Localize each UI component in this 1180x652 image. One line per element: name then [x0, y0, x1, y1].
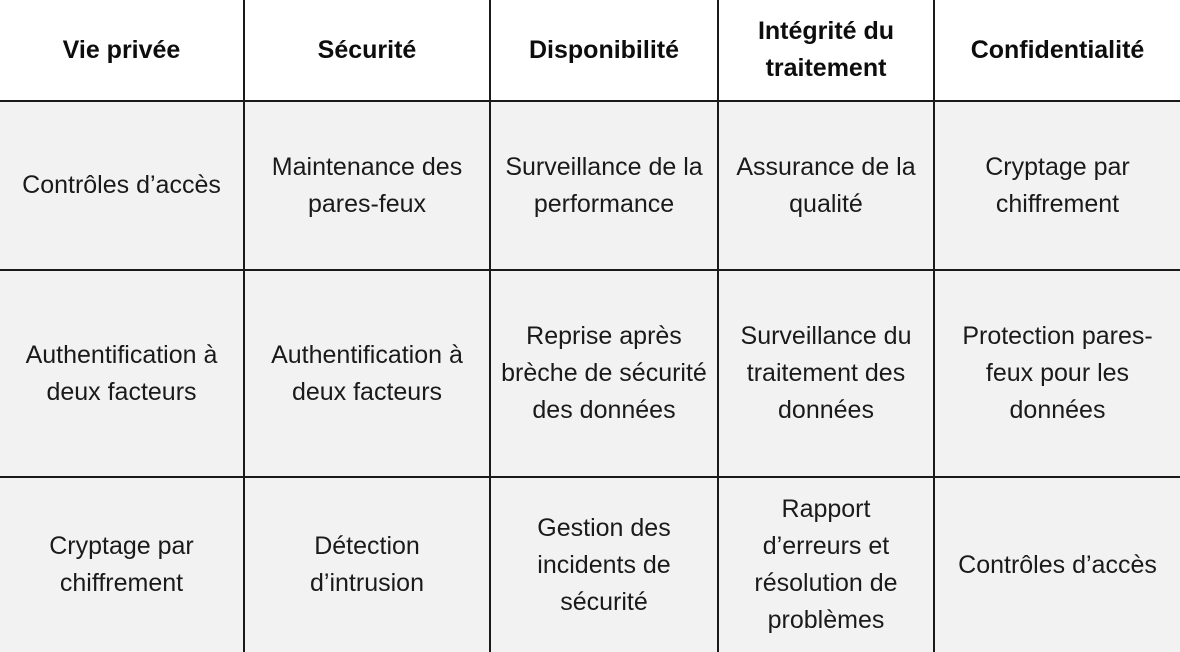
table-cell: Reprise après brèche de sécurité des données [490, 270, 718, 477]
table-cell: Assurance de la qualité [718, 101, 934, 270]
table-cell: Surveillance de la performance [490, 101, 718, 270]
table-cell: Maintenance des pares-feux [244, 101, 490, 270]
header-row [0, 0, 1180, 101]
table-cell: Gestion des incidents de sécurité [490, 477, 718, 652]
table-cell: Authentification à deux facteurs [244, 270, 490, 477]
table-cell: Contrôles d’accès [0, 101, 244, 270]
table-cell: Cryptage par chiffrement [934, 101, 1180, 270]
table-row [0, 270, 1180, 477]
header-securite: Sécurité [244, 0, 490, 101]
table-header [0, 0, 1180, 101]
header-disponibilite: Disponibilité [490, 0, 718, 101]
table-cell: Authentification à deux facteurs [0, 270, 244, 477]
table-body [0, 101, 1180, 652]
table-row [0, 477, 1180, 652]
table-cell: Contrôles d’accès [934, 477, 1180, 652]
table-cell: Protection pares-feux pour les données [934, 270, 1180, 477]
header-vie-privee: Vie privée [0, 0, 244, 101]
table-row [0, 101, 1180, 270]
table-cell: Surveillance du traitement des données [718, 270, 934, 477]
table-cell: Détection d’intrusion [244, 477, 490, 652]
table-cell: Cryptage par chiffrement [0, 477, 244, 652]
header-confidentialite: Confidentialité [934, 0, 1180, 101]
table-cell: Rapport d’erreurs et résolution de problèmes [718, 477, 934, 652]
header-integrite-du-traitement: Intégrité du traitement [718, 0, 934, 101]
